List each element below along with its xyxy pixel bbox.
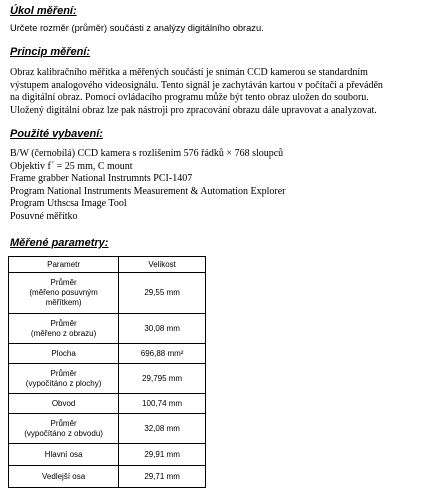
value-cell: 696,88 mm² [119, 344, 206, 364]
param-cell [9, 466, 119, 488]
param-line: Průměr [50, 278, 77, 287]
equipment-heading: Použité vybavení: [10, 128, 103, 140]
equipment-item: Posuvné měřítko [10, 210, 78, 222]
task-heading: Úkol měření: [10, 5, 77, 17]
param-line: (měřeno z obrazu) [30, 328, 97, 338]
equipment-item: Program Uthscsa Image Tool [10, 198, 127, 210]
param-line: Plocha [51, 348, 76, 358]
table-row [9, 394, 206, 414]
table-row [9, 466, 206, 488]
table-row [9, 444, 206, 466]
param-line: (měřeno posuvným [29, 288, 98, 297]
value-cell: 29,55 mm [119, 273, 206, 314]
value-cell: 32,08 mm [119, 414, 206, 444]
value-cell: 100,74 mm [119, 394, 206, 414]
equipment-list [10, 148, 286, 224]
param-cell [9, 344, 119, 364]
table-row [9, 314, 206, 344]
parameters-heading: Měřené parametry: [10, 237, 109, 249]
equipment-item: Objektiv f´ = 25 mm, C mount [10, 160, 133, 172]
principle-line: Obraz kalibračního měřítka a měřených součástí je snímán CCD kamerou se standardním [10, 67, 368, 78]
value-cell: 29,795 mm [119, 364, 206, 394]
param-line: Hlavní osa [44, 449, 83, 459]
task-text: Určete rozměr (průměr) součásti z analýzy digitálního obrazu. [10, 23, 264, 33]
equipment-item: B/W (černobílá) CCD kamera s rozlišením 576 řádků × 768 sloupců [10, 148, 284, 159]
param-line: měřítkem) [45, 298, 82, 307]
table-row [9, 364, 206, 394]
header-value: Velikost [119, 257, 206, 273]
equipment-item: Program National Instruments Measurement & Automation Explorer [10, 185, 286, 197]
param-line: Průměr [50, 418, 77, 428]
principle-text [10, 67, 383, 117]
principle-line: Uložený digitální obraz lze pak nástroji pro zpracování obrazu dále upravovat a analyzovat. [10, 104, 377, 116]
param-line: Průměr [50, 368, 77, 378]
header-param: Parametr [9, 257, 119, 273]
param-cell [9, 273, 119, 314]
principle-line: na digitální obraz. Pomocí ovládacího programu může být tento obraz uložen do souboru. [10, 92, 369, 104]
equipment-item: Frame grabber National Instrumnts PCI-1407 [10, 173, 193, 185]
principle-heading: Princip měření: [10, 46, 91, 58]
value-cell: 30,08 mm [119, 314, 206, 344]
param-cell [9, 314, 119, 344]
value-cell: 29,91 mm [119, 444, 206, 466]
param-cell [9, 394, 119, 414]
table-row [9, 273, 206, 314]
param-line: Obvod [51, 398, 76, 408]
principle-line: výstupem analogového videosignálu. Tento signál je zachytáván kartou v počítači a převáděn [10, 79, 383, 91]
param-cell [9, 444, 119, 466]
param-line: (vypočítáno z plochy) [25, 378, 102, 388]
table-header-row [9, 257, 206, 273]
table-row [9, 414, 206, 444]
param-cell [9, 414, 119, 444]
param-cell [9, 364, 119, 394]
param-line: (vypočítáno z obvodu) [24, 428, 103, 438]
parameters-table [8, 256, 206, 488]
param-line: Vedlejší osa [42, 471, 86, 481]
param-line: Průměr [50, 318, 77, 328]
value-cell: 29,71 mm [119, 466, 206, 488]
table-row [9, 344, 206, 364]
